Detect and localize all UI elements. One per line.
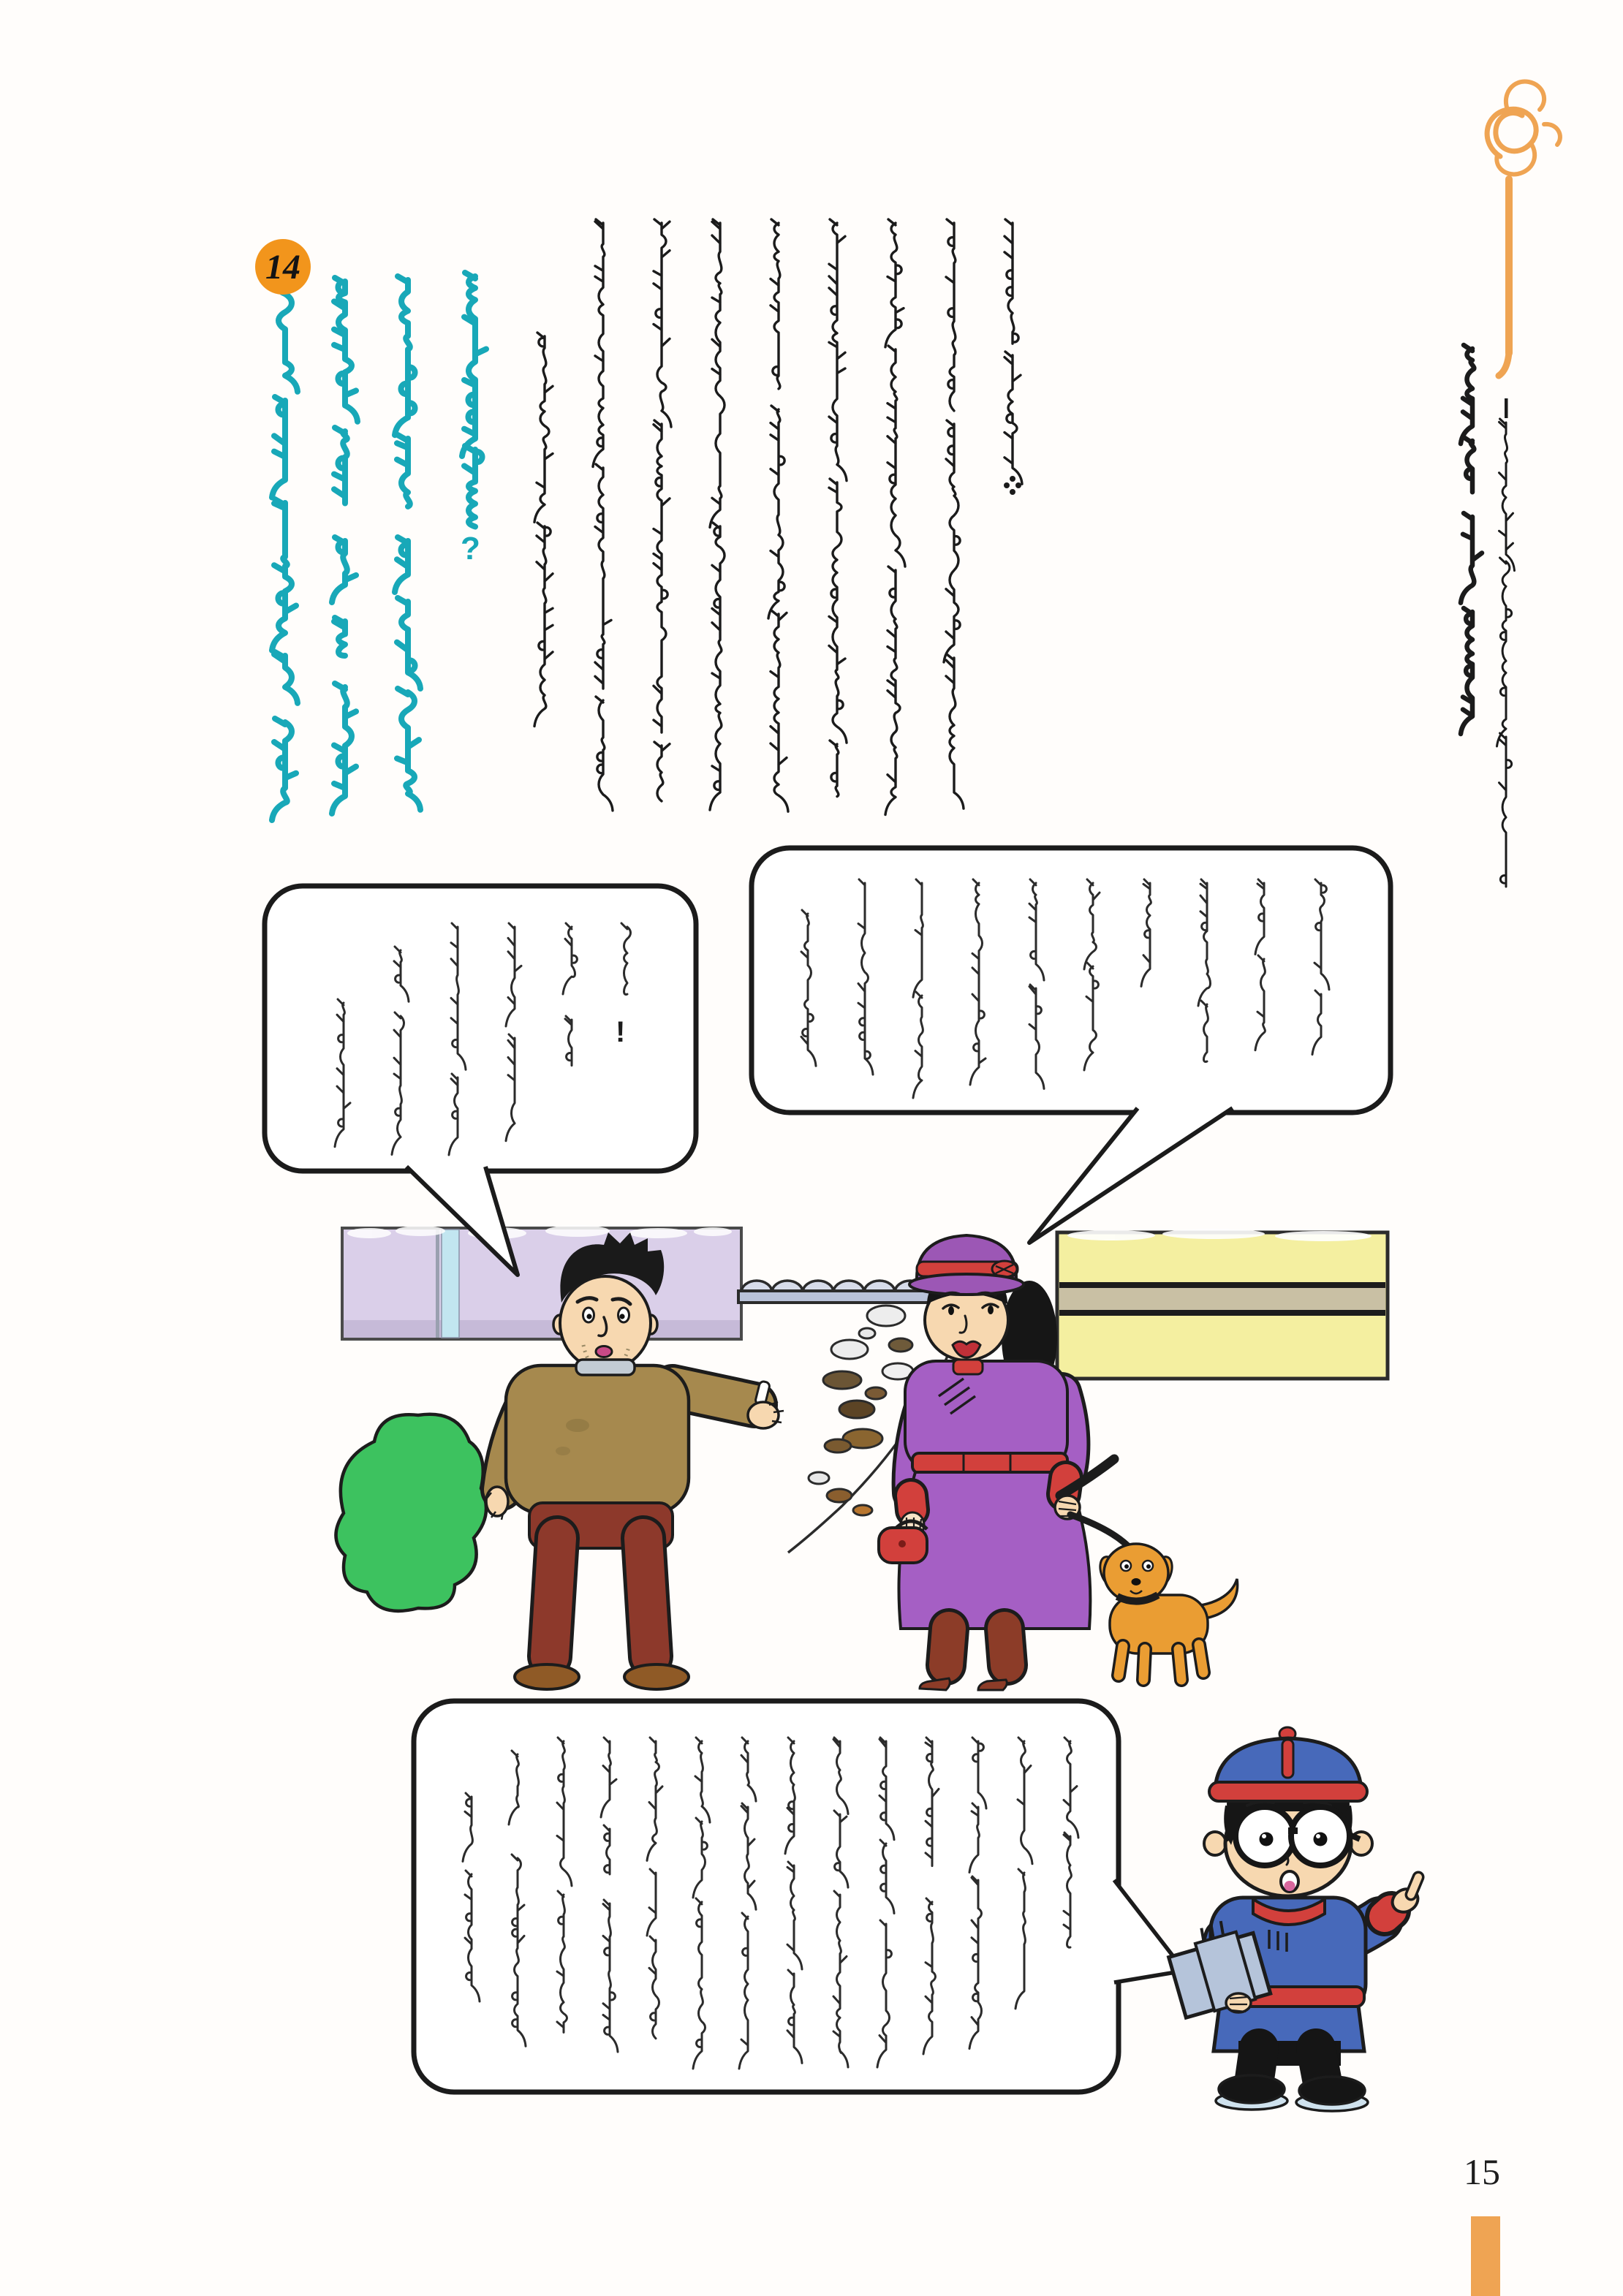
speech-bubble-left <box>265 886 696 1275</box>
man-shoe <box>624 1664 689 1689</box>
margin-title-script <box>1461 345 1482 734</box>
man-shoe <box>515 1664 579 1689</box>
page-edge-accent-bar <box>1471 2216 1500 2296</box>
question-mark: ? <box>461 531 480 567</box>
lesson-number-badge <box>255 239 311 295</box>
page-number: 15 <box>1464 2151 1500 2192</box>
margin-dash <box>1505 398 1508 418</box>
dog-figure <box>1097 1544 1238 1680</box>
margin-ornament-stem <box>1505 175 1513 357</box>
margin-ornament-icon <box>1487 81 1560 174</box>
bush <box>336 1414 486 1611</box>
margin-subtitle-script <box>1497 419 1515 887</box>
paragraph-end-mark <box>1004 476 1021 495</box>
exclamation-mark: ! <box>616 1016 626 1048</box>
lesson-number: 14 <box>265 247 300 287</box>
lesson-question-script <box>272 273 486 820</box>
lesson-paragraph-script <box>534 219 1022 815</box>
boy-figure <box>1163 1727 1422 2111</box>
man-collar <box>576 1360 635 1375</box>
speech-bubble-right <box>752 848 1391 1243</box>
man-sweater <box>506 1365 689 1513</box>
speech-bubble-bottom <box>414 1701 1184 2092</box>
woman-belt <box>912 1453 1067 1473</box>
yellow-wall <box>1057 1229 1388 1379</box>
lavender-wall <box>342 1225 741 1339</box>
